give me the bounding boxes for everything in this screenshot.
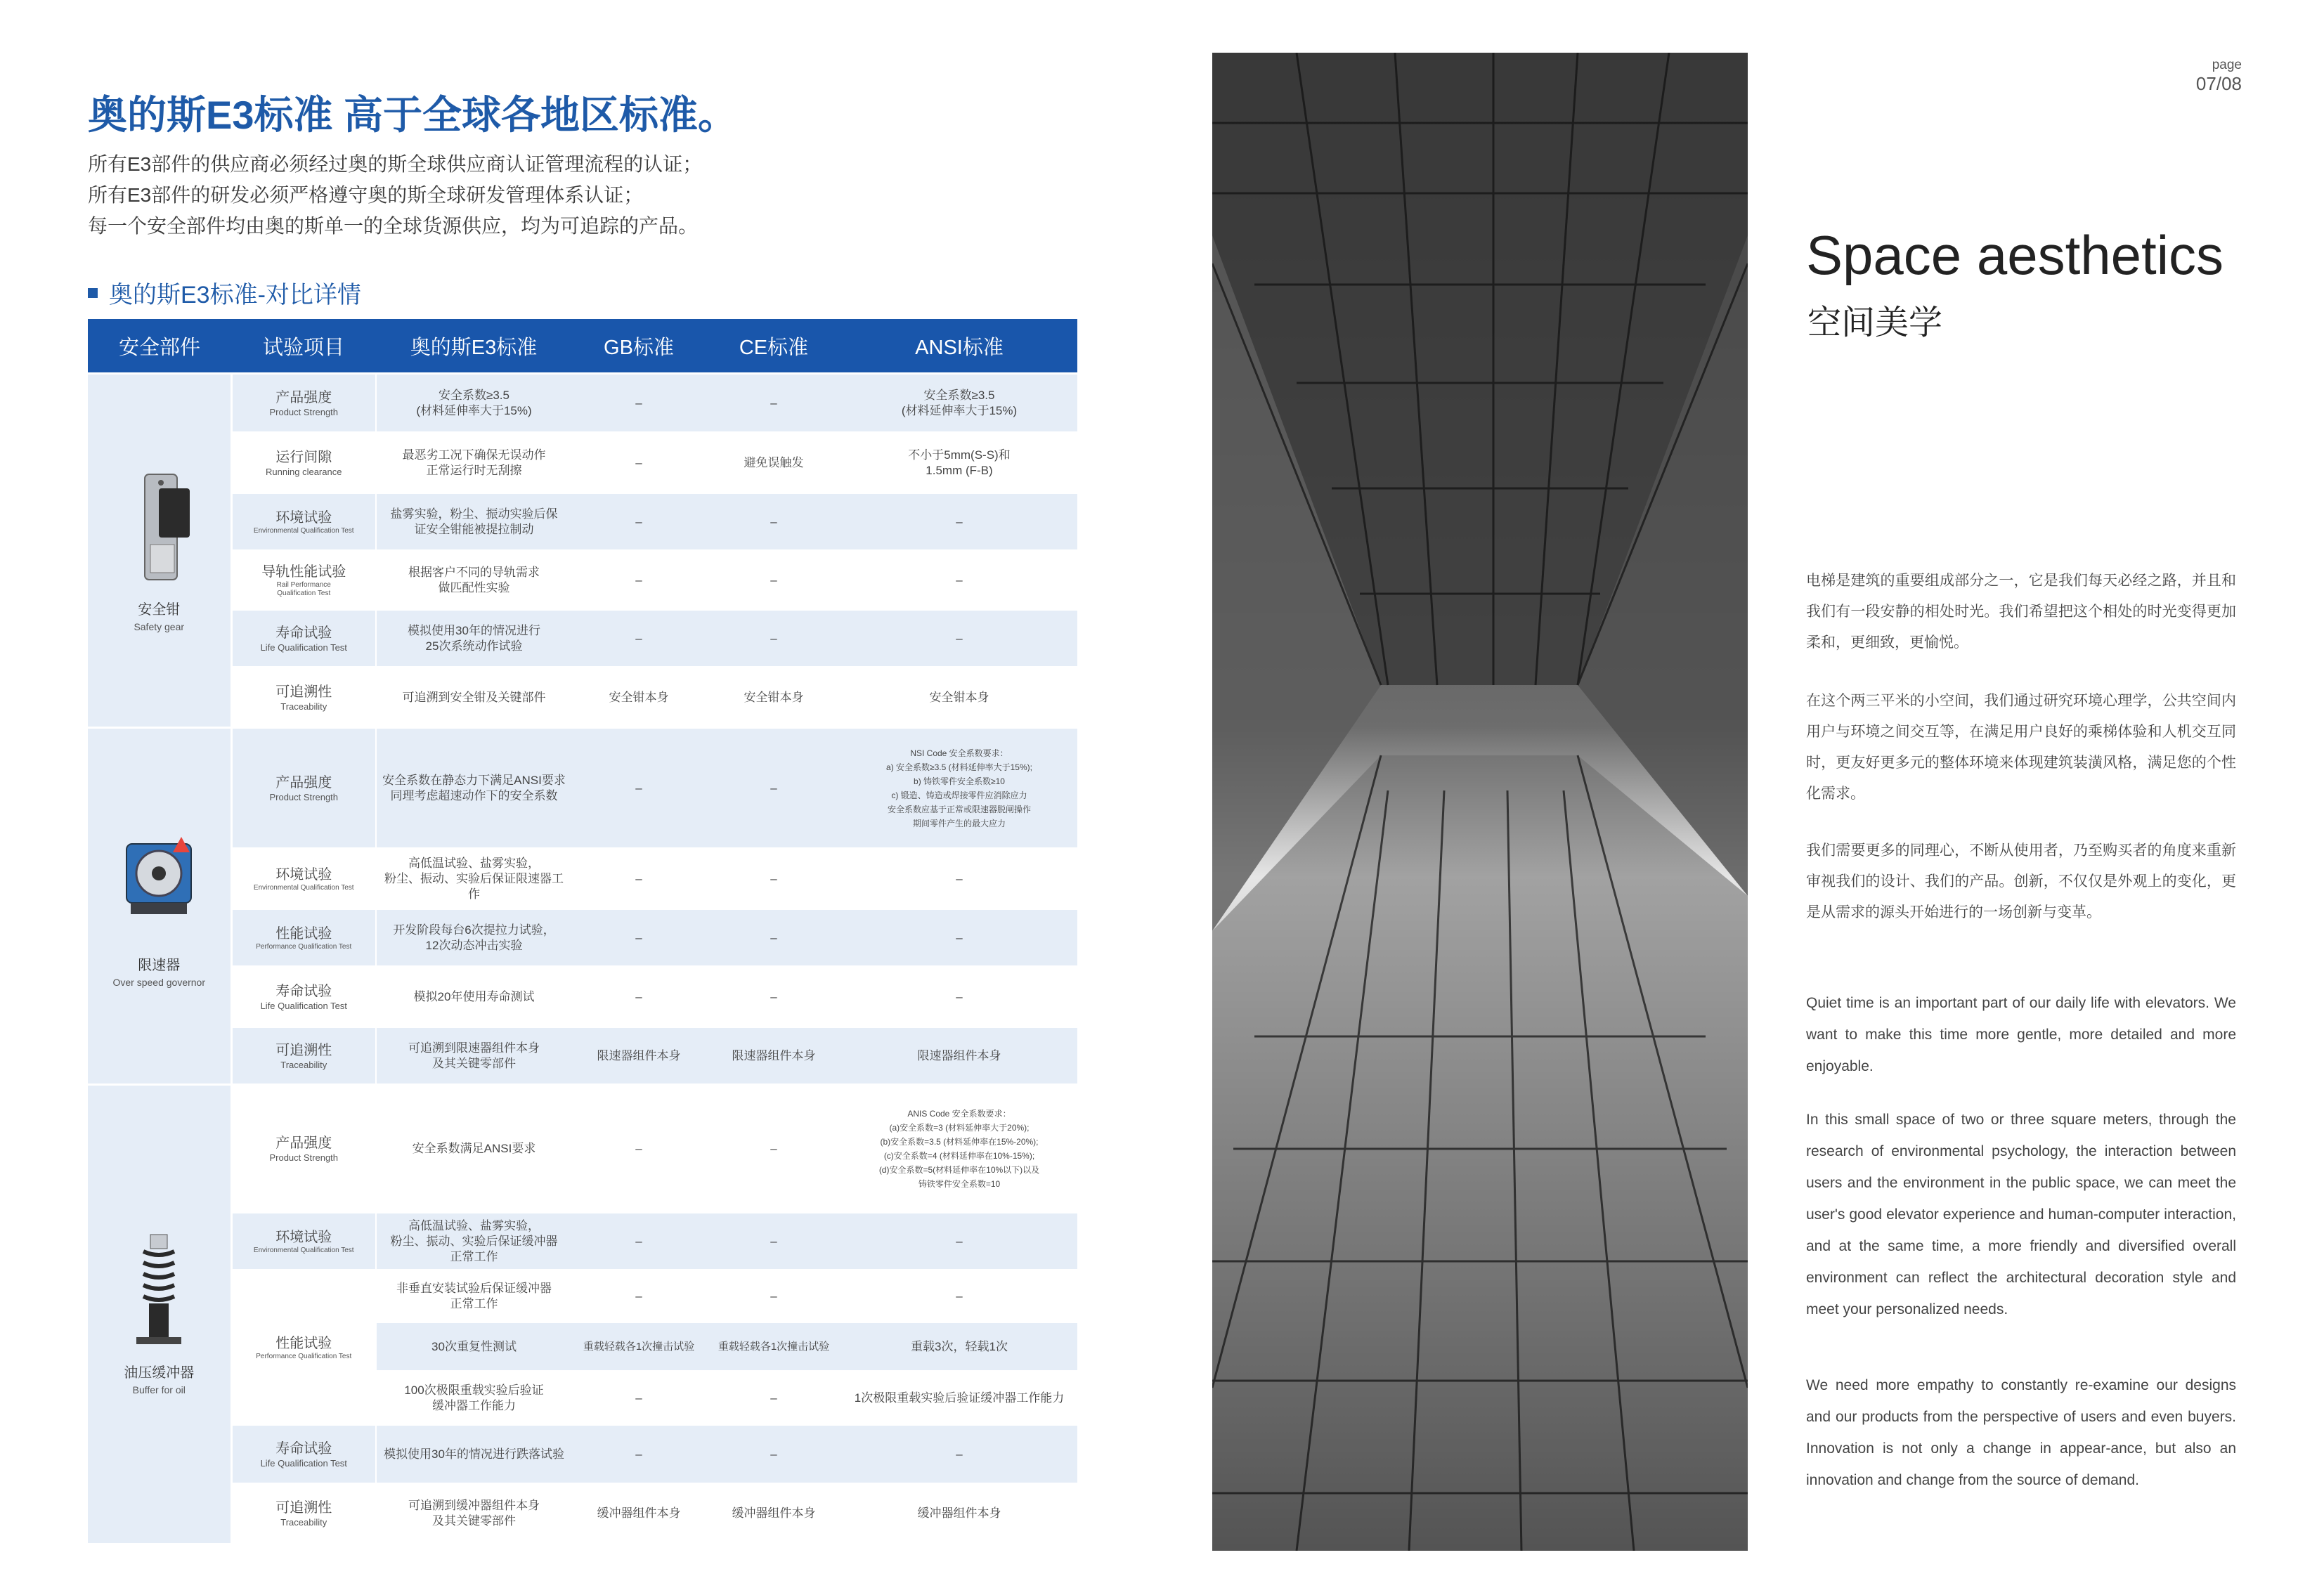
ce-cell: – bbox=[706, 493, 841, 551]
part-name-en: Over speed governor bbox=[112, 976, 206, 988]
page-number: 07/08 bbox=[2195, 73, 2242, 94]
otis-cell: 100次极限重载实验后验证 缓冲器工作能力 bbox=[376, 1372, 571, 1425]
ce-cell: – bbox=[706, 610, 841, 668]
ansi-cell: – bbox=[841, 551, 1077, 610]
ansi-cell: – bbox=[841, 1425, 1077, 1484]
ce-cell: 限速器组件本身 bbox=[706, 1027, 841, 1085]
ansi-cell: – bbox=[841, 610, 1077, 668]
test-item: 运行间隙 bbox=[275, 449, 332, 465]
header-cell: 试验项目 bbox=[231, 319, 376, 374]
gb-cell: – bbox=[571, 551, 706, 610]
ce-cell: – bbox=[706, 1213, 841, 1270]
test-item-en: Traceability bbox=[280, 1517, 327, 1528]
test-item-en: Rail Performance Qualification Test bbox=[276, 580, 331, 597]
intro-line: 所有E3部件的供应商必须经过奥的斯全球供应商认证管理流程的认证； bbox=[88, 153, 703, 175]
otis-cell: 可追溯到限速器组件本身 及其关键零部件 bbox=[376, 1027, 571, 1085]
table-row bbox=[88, 1085, 1077, 1213]
part-cell-governor bbox=[88, 728, 231, 1085]
glass-facade-image bbox=[1212, 53, 1748, 1551]
ce-cell: – bbox=[706, 1372, 841, 1425]
gb-cell: – bbox=[571, 374, 706, 433]
ce-cell: – bbox=[706, 728, 841, 849]
ce-cell: – bbox=[706, 1085, 841, 1213]
test-item-en: Traceability bbox=[280, 701, 327, 712]
header-cell: GB标准 bbox=[571, 319, 706, 374]
part-name: 油压缓冲器 bbox=[124, 1365, 195, 1381]
test-item-en: Environmental Qualification Test bbox=[253, 526, 354, 535]
comparison-table bbox=[88, 319, 1077, 1543]
ce-cell: – bbox=[706, 967, 841, 1027]
ce-cell: 避免误触发 bbox=[706, 433, 841, 493]
test-item: 可追溯性 bbox=[275, 1042, 332, 1058]
test-item-en: Life Qualification Test bbox=[260, 1000, 347, 1011]
test-item-en: Running clearance bbox=[266, 466, 342, 477]
table-row bbox=[88, 849, 1077, 909]
page-title: 奥的斯E3标准 高于全球各地区标准。 bbox=[88, 93, 738, 137]
ansi-cell: – bbox=[841, 849, 1077, 909]
gb-cell: – bbox=[571, 493, 706, 551]
table-row bbox=[88, 1270, 1077, 1322]
safety-gear-image bbox=[117, 467, 201, 587]
test-item: 可追溯性 bbox=[275, 684, 332, 700]
otis-cell: 根据客户不同的导轨需求 做匹配性实验 bbox=[376, 551, 571, 610]
otis-cell: 最恶劣工况下确保无误动作 正常运行时无刮擦 bbox=[376, 433, 571, 493]
paragraph-en: Quiet time is an important part of our daily life with elevators. We want to make this time more gentle, more detailed and more enjoyable. bbox=[1806, 995, 2236, 1074]
ansi-cell: 缓冲器组件本身 bbox=[841, 1484, 1077, 1543]
ansi-cell: – bbox=[841, 967, 1077, 1027]
test-item-performance bbox=[231, 1270, 376, 1425]
ce-cell: – bbox=[706, 374, 841, 433]
gb-cell: 限速器组件本身 bbox=[571, 1027, 706, 1085]
ce-cell: – bbox=[706, 1425, 841, 1484]
ansi-cell: 1次极限重载实验后验证缓冲器工作能力 bbox=[841, 1372, 1077, 1425]
ansi-cell: 安全钳本身 bbox=[841, 668, 1077, 728]
test-item: 性能试验 bbox=[275, 1335, 332, 1351]
header-cell: 奥的斯E3标准 bbox=[376, 319, 571, 374]
test-item: 产品强度 bbox=[275, 389, 332, 405]
table-row bbox=[88, 1027, 1077, 1085]
test-item: 寿命试验 bbox=[275, 625, 332, 641]
test-item: 性能试验 bbox=[275, 925, 332, 942]
ansi-cell: – bbox=[841, 493, 1077, 551]
paragraph-en: In this small space of two or three square meters, through the research of environmental psychology, the interaction between users and the environment in the public space, we can meet the user's good elevator experience and human-computer interaction, and at the same time, a more friendly and diversified overall environment can reflect the architectural decoration style and meet your personalized needs. bbox=[1806, 1112, 2236, 1317]
ce-cell: 重载轻载各1次撞击试验 bbox=[706, 1322, 841, 1372]
section-heading bbox=[88, 275, 361, 310]
otis-cell: 非垂直安装试验后保证缓冲器 正常工作 bbox=[376, 1270, 571, 1322]
ansi-cell: – bbox=[841, 1270, 1077, 1322]
table-row bbox=[88, 728, 1077, 849]
test-item: 产品强度 bbox=[275, 1135, 332, 1151]
gb-cell: – bbox=[571, 1372, 706, 1425]
otis-cell: 开发阶段每台6次提拉力试验， 12次动态冲击实验 bbox=[376, 909, 571, 967]
test-item: 环境试验 bbox=[275, 866, 332, 883]
otis-cell: 模拟使用30年的情况进行 25次系统动作试验 bbox=[376, 610, 571, 668]
paragraph-en: We need more empathy to constantly re-examine our designs and our products from the perspective of users and even buyers. Innovation is not only a change in appear-ance, but also an innovation and change from the source of demand. bbox=[1806, 1377, 2236, 1488]
gb-cell: – bbox=[571, 610, 706, 668]
header-cell: ANSI标准 bbox=[841, 319, 1077, 374]
test-item-en: Life Qualification Test bbox=[260, 642, 347, 653]
table-row bbox=[88, 1213, 1077, 1270]
ansi-cell: 安全系数≥3.5 (材料延伸率大于15%) bbox=[841, 374, 1077, 433]
part-name: 安全钳 bbox=[138, 601, 181, 618]
otis-cell: 可追溯到安全钳及关键部件 bbox=[376, 668, 571, 728]
gb-cell: – bbox=[571, 967, 706, 1027]
test-item-en: Environmental Qualification Test bbox=[253, 883, 354, 892]
table-row bbox=[88, 909, 1077, 967]
gb-cell: – bbox=[571, 1085, 706, 1213]
otis-cell: 安全系数在静态力下满足ANSI要求 同理考虑超速动作下的安全系数 bbox=[376, 728, 571, 849]
test-item-en: Environmental Qualification Test bbox=[253, 1246, 354, 1254]
test-item: 寿命试验 bbox=[275, 1440, 332, 1457]
table-header-row bbox=[88, 319, 1077, 374]
table-row bbox=[88, 610, 1077, 668]
otis-cell: 模拟20年使用寿命测试 bbox=[376, 967, 571, 1027]
table-row bbox=[88, 967, 1077, 1027]
part-name: 限速器 bbox=[138, 957, 181, 973]
test-item-en: Performance Qualification Test bbox=[256, 1352, 352, 1360]
test-item: 环境试验 bbox=[275, 509, 332, 526]
oil-buffer-image bbox=[117, 1230, 201, 1350]
otis-cell: 可追溯到缓冲器组件本身 及其关键零部件 bbox=[376, 1484, 571, 1543]
table-row bbox=[88, 374, 1077, 433]
ansi-cell: 限速器组件本身 bbox=[841, 1027, 1077, 1085]
header-cell: 安全部件 bbox=[88, 319, 231, 374]
test-item-en: Life Qualification Test bbox=[260, 1457, 347, 1469]
gb-cell: – bbox=[571, 728, 706, 849]
table-row bbox=[88, 1425, 1077, 1484]
paragraph-zh: 电梯是建筑的重要组成部分之一，它是我们每天必经之路，并且和我们有一段安静的相处时光。我们希望把这个相处的时光变得更加柔和，更细致，更愉悦。 bbox=[1806, 573, 2236, 651]
gb-cell: – bbox=[571, 849, 706, 909]
test-item: 寿命试验 bbox=[275, 983, 332, 999]
building-photo bbox=[1212, 53, 1748, 1551]
test-item: 环境试验 bbox=[275, 1229, 332, 1245]
governor-image bbox=[117, 823, 201, 942]
test-item-en: Product Strength bbox=[269, 791, 339, 802]
part-name-en: Safety gear bbox=[134, 620, 185, 632]
intro-line: 每一个安全部件均由奥的斯单一的全球货源供应，均为可追踪的产品。 bbox=[88, 215, 699, 237]
gb-cell: – bbox=[571, 433, 706, 493]
part-cell-buffer bbox=[88, 1085, 231, 1543]
test-item-en: Traceability bbox=[280, 1059, 327, 1070]
gb-cell: – bbox=[571, 1270, 706, 1322]
table-row bbox=[88, 433, 1077, 493]
gb-cell: – bbox=[571, 909, 706, 967]
intro-line: 所有E3部件的研发必须严格遵守奥的斯全球研发管理体系认证； bbox=[88, 184, 644, 206]
test-item: 可追溯性 bbox=[275, 1500, 332, 1516]
ce-cell: – bbox=[706, 849, 841, 909]
test-item-en: Product Strength bbox=[269, 406, 339, 417]
test-item-en: Product Strength bbox=[269, 1152, 339, 1163]
part-cell-safety-gear bbox=[88, 374, 231, 728]
square-bullet-icon bbox=[88, 288, 98, 298]
ce-cell: 缓冲器组件本身 bbox=[706, 1484, 841, 1543]
paragraph-zh: 在这个两三平米的小空间，我们通过研究环境心理学，公共空间内用户与环境之间交互等，在满足用户良好的乘梯体验和人机交互同时，更友好更多元的整体环境来体现建筑装潢风格，满足您的个性化需求。 bbox=[1806, 693, 2236, 802]
gb-cell: – bbox=[571, 1425, 706, 1484]
ce-cell: – bbox=[706, 551, 841, 610]
gb-cell: – bbox=[571, 1213, 706, 1270]
space-title-zh: 空间美学 bbox=[1807, 304, 1943, 341]
ansi-cell: 不小于5mm(S-S)和 1.5mm (F-B) bbox=[841, 433, 1077, 493]
test-item: 导轨性能试验 bbox=[261, 564, 346, 580]
table-row bbox=[88, 1484, 1077, 1543]
otis-cell: 高低温试验、盐雾实验， 粉尘、振动、实验后保证限速器工作 bbox=[376, 849, 571, 909]
table-row bbox=[88, 493, 1077, 551]
ce-cell: 安全钳本身 bbox=[706, 668, 841, 728]
test-item-en: Performance Qualification Test bbox=[256, 942, 352, 951]
gb-cell: 重载轻载各1次撞击试验 bbox=[571, 1322, 706, 1372]
page-label: page bbox=[2212, 58, 2242, 72]
paragraph-zh: 我们需要更多的同理心，不断从使用者，乃至购买者的角度来重新审视我们的设计、我们的产品。创新，不仅仅是外观上的变化，更是从需求的源头开始进行的一场创新与变革。 bbox=[1806, 842, 2236, 920]
part-name-en: Buffer for oil bbox=[132, 1384, 186, 1396]
ansi-cell: – bbox=[841, 1213, 1077, 1270]
otis-cell: 30次重复性测试 bbox=[376, 1322, 571, 1372]
otis-cell: 高低温试验、盐雾实验， 粉尘、振动、实验后保证缓冲器 正常工作 bbox=[376, 1213, 571, 1270]
otis-cell: 安全系数≥3.5 (材料延伸率大于15%) bbox=[376, 374, 571, 433]
header-cell: CE标准 bbox=[706, 319, 841, 374]
test-item: 产品强度 bbox=[275, 774, 332, 790]
otis-cell: 安全系数满足ANSI要求 bbox=[376, 1085, 571, 1213]
table-row bbox=[88, 551, 1077, 610]
space-title: Space aesthetics bbox=[1806, 224, 2224, 286]
ansi-cell: NSI Code 安全系数要求： a) 安全系数≥3.5 (材料延伸率大于15%); b) 铸铁零件安全系数≥10 c) 锻造、铸造或焊接零件应消除应力 安全系数应基于正常或限速器脱闸操作 期间零件产生的最大应力 bbox=[841, 728, 1077, 849]
section-heading-text: 奥的斯E3标准-对比详情 bbox=[109, 282, 361, 308]
gb-cell: 缓冲器组件本身 bbox=[571, 1484, 706, 1543]
ansi-cell: – bbox=[841, 909, 1077, 967]
ansi-cell: 重载3次，轻载1次 bbox=[841, 1322, 1077, 1372]
otis-cell: 模拟使用30年的情况进行跌落试验 bbox=[376, 1425, 571, 1484]
intro-text bbox=[88, 149, 702, 242]
ansi-cell: ANIS Code 安全系数要求： (a)安全系数=3 (材料延伸率大于20%); (b)安全系数=3.5 (材料延伸率在15%-20%); (c)安全系数=4 (材料延伸率在10%-15%); (d)安全系数=5(材料延伸率在10%以下)以及 铸铁零件安全系数=10 bbox=[841, 1085, 1077, 1213]
ce-cell: – bbox=[706, 1270, 841, 1322]
ce-cell: – bbox=[706, 909, 841, 967]
gb-cell: 安全钳本身 bbox=[571, 668, 706, 728]
otis-cell: 盐雾实验，粉尘、振动实验后保 证安全钳能被提拉制动 bbox=[376, 493, 571, 551]
table-row bbox=[88, 668, 1077, 728]
